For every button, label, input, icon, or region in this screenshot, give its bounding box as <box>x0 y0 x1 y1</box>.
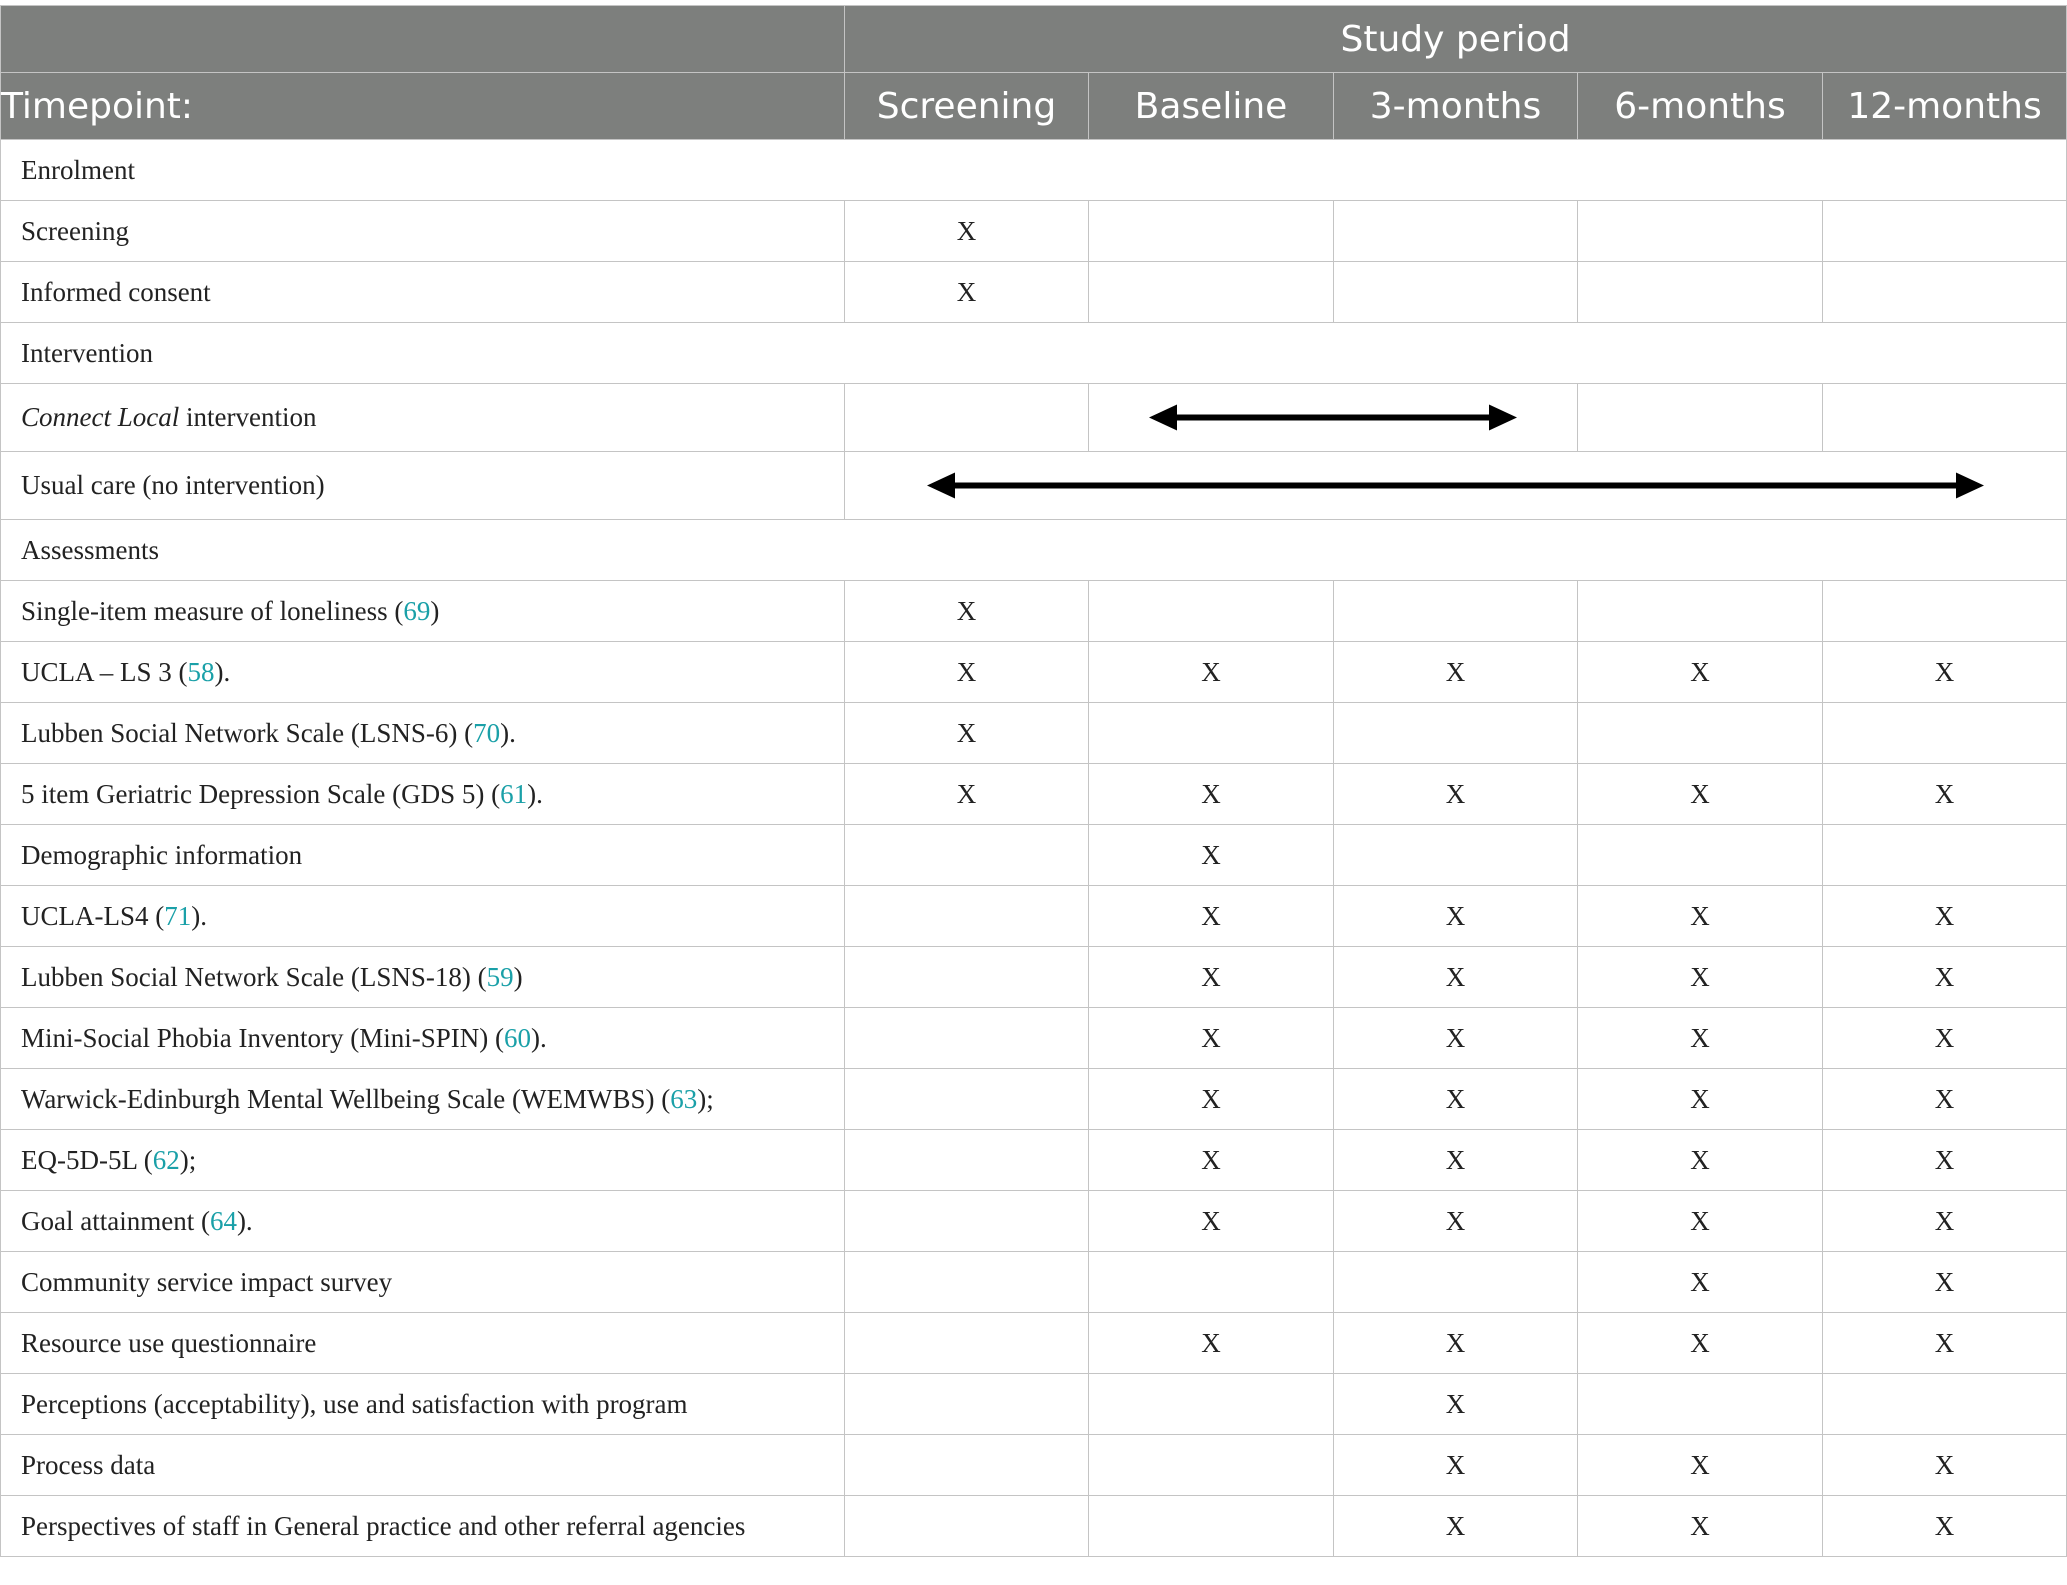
row-label-text: Single-item measure of loneliness ( <box>21 595 404 626</box>
row-label-text: Community service impact survey <box>21 1266 393 1297</box>
reference-link[interactable]: 62 <box>152 1144 180 1175</box>
mark-cell-baseline <box>1089 703 1334 764</box>
check-mark: X <box>1445 1022 1466 1053</box>
check-mark: X <box>1445 1388 1466 1419</box>
mark-cell-6-months <box>1578 201 1823 262</box>
mark-cell-12-months <box>1823 384 2067 452</box>
mark-cell-6-months <box>1578 1252 1823 1313</box>
header-row-timepoints <box>1 73 2067 140</box>
mark-cell-screening <box>845 703 1089 764</box>
row-label <box>1 1069 845 1130</box>
timepoint-header-12-months: 12-months <box>1823 73 2067 140</box>
table-row <box>1 947 2067 1008</box>
mark-cell-baseline <box>1089 1069 1334 1130</box>
row-label-suffix: ); <box>179 1144 197 1175</box>
check-mark: X <box>1690 1327 1710 1358</box>
table-row <box>1 1130 2067 1191</box>
check-mark: X <box>1445 1144 1466 1175</box>
mark-cell-3-months <box>1334 581 1578 642</box>
schedule-body <box>1 140 2067 1557</box>
mark-cell-12-months <box>1823 947 2067 1008</box>
mark-cell-screening <box>845 886 1089 947</box>
mark-cell-baseline <box>1089 1374 1334 1435</box>
mark-cell-baseline <box>1089 1191 1334 1252</box>
row-label-text: Usual care (no intervention) <box>21 470 325 500</box>
mark-cell-3-months <box>1334 947 1578 1008</box>
row-label-suffix: ). <box>214 656 231 687</box>
check-mark: X <box>1445 656 1466 687</box>
row-label-text: Perceptions (acceptability), use and satisfaction with program <box>21 1388 688 1419</box>
mark-cell-12-months <box>1823 201 2067 262</box>
mark-cell-6-months <box>1578 703 1823 764</box>
check-mark: X <box>1934 1266 1955 1297</box>
row-label <box>1 642 845 703</box>
check-mark: X <box>1445 900 1466 931</box>
reference-link[interactable]: 69 <box>403 595 431 626</box>
mark-cell-screening <box>845 581 1089 642</box>
timepoint-label: Timepoint: <box>1 73 845 140</box>
row-label-text: 5 item Geriatric Depression Scale (GDS 5) ( <box>21 778 501 809</box>
arrow-head-right <box>1489 405 1517 431</box>
check-mark: X <box>1201 1022 1221 1053</box>
row-label-suffix: ); <box>697 1083 714 1114</box>
row-label <box>1 201 845 262</box>
row-label <box>1 1008 845 1069</box>
mark-cell-6-months <box>1578 1435 1823 1496</box>
table-row <box>1 262 2067 323</box>
arrow-head-right <box>1956 473 1984 499</box>
mark-cell-screening <box>845 764 1089 825</box>
mark-cell-6-months <box>1578 825 1823 886</box>
check-mark: X <box>1201 1144 1221 1175</box>
section-label: Assessments <box>1 520 2067 581</box>
row-label-suffix: ). <box>236 1205 253 1236</box>
mark-cell-3-months <box>1334 1191 1578 1252</box>
check-mark: X <box>956 595 977 626</box>
row-label-italic: Connect Local <box>21 402 180 432</box>
mark-cell-12-months <box>1823 825 2067 886</box>
row-label-suffix: ). <box>191 900 207 931</box>
row-label <box>1 1435 845 1496</box>
mark-cell-screening <box>845 1435 1089 1496</box>
check-mark: X <box>1690 656 1710 687</box>
mark-cell-6-months <box>1578 642 1823 703</box>
row-label <box>1 947 845 1008</box>
mark-cell-3-months <box>1334 262 1578 323</box>
timepoint-header-screening: Screening <box>845 73 1089 140</box>
reference-link[interactable]: 71 <box>164 900 192 931</box>
check-mark: X <box>1690 1022 1710 1053</box>
check-mark: X <box>1934 1449 1955 1480</box>
check-mark: X <box>956 656 977 687</box>
reference-link[interactable]: 63 <box>670 1083 698 1114</box>
row-label-text: Informed consent <box>21 276 211 307</box>
mark-cell-screening <box>845 1008 1089 1069</box>
mark-cell-6-months <box>1578 1191 1823 1252</box>
check-mark: X <box>1445 1449 1466 1480</box>
mark-cell-6-months <box>1578 262 1823 323</box>
mark-cell-3-months <box>1334 764 1578 825</box>
mark-cell-3-months <box>1334 703 1578 764</box>
header-blank-cell <box>1 6 845 73</box>
row-label <box>1 825 845 886</box>
check-mark: X <box>1690 1266 1710 1297</box>
mark-cell-6-months <box>1578 581 1823 642</box>
section-row <box>1 520 2067 581</box>
row-label-text: EQ-5D-5L ( <box>21 1144 153 1175</box>
check-mark: X <box>1934 778 1955 809</box>
table-row <box>1 1374 2067 1435</box>
check-mark: X <box>1934 1144 1955 1175</box>
mark-cell-3-months <box>1334 642 1578 703</box>
mark-cell-baseline <box>1089 1313 1334 1374</box>
mark-cell-baseline <box>1089 581 1334 642</box>
row-label <box>1 703 845 764</box>
row-label-suffix: ) <box>430 595 440 626</box>
mark-cell-6-months <box>1578 1069 1823 1130</box>
mark-cell-12-months <box>1823 1374 2067 1435</box>
row-label-text: Demographic information <box>21 839 303 870</box>
check-mark: X <box>1445 1205 1466 1236</box>
section-row <box>1 323 2067 384</box>
reference-link[interactable]: 64 <box>209 1205 237 1236</box>
check-mark: X <box>1934 1327 1955 1358</box>
mark-cell-12-months <box>1823 764 2067 825</box>
arrow-head-left <box>1149 405 1177 431</box>
table-row <box>1 764 2067 825</box>
row-label-text: Lubben Social Network Scale (LSNS-18) ( <box>21 961 487 992</box>
check-mark: X <box>1201 656 1221 687</box>
mark-cell-12-months <box>1823 1069 2067 1130</box>
check-mark: X <box>1934 1022 1955 1053</box>
mark-cell-3-months <box>1334 1374 1578 1435</box>
mark-cell-12-months <box>1823 1191 2067 1252</box>
row-label-text: Goal attainment ( <box>21 1205 210 1236</box>
mark-cell-baseline <box>1089 1496 1334 1557</box>
row-label-text: Lubben Social Network Scale (LSNS-6) ( <box>21 717 474 748</box>
check-mark: X <box>1934 1205 1955 1236</box>
check-mark: X <box>1690 778 1710 809</box>
table-row <box>1 703 2067 764</box>
check-mark: X <box>956 778 977 809</box>
row-label-text: Screening <box>21 215 129 246</box>
check-mark: X <box>956 717 977 748</box>
check-mark: X <box>1201 1083 1221 1114</box>
mark-cell-baseline <box>1089 642 1334 703</box>
mark-cell-screening <box>845 1069 1089 1130</box>
mark-cell-3-months <box>1334 1252 1578 1313</box>
mark-cell-baseline <box>1089 201 1334 262</box>
table-row <box>1 1435 2067 1496</box>
mark-cell-baseline <box>1089 262 1334 323</box>
timepoint-header-6-months: 6-months <box>1578 73 1823 140</box>
mark-cell-baseline <box>1089 1130 1334 1191</box>
mark-cell-screening <box>845 1374 1089 1435</box>
mark-cell-baseline <box>1089 825 1334 886</box>
section-row <box>1 140 2067 201</box>
check-mark: X <box>1201 839 1221 870</box>
row-label <box>1 764 845 825</box>
check-mark: X <box>1690 1083 1710 1114</box>
mark-cell-6-months <box>1578 947 1823 1008</box>
mark-cell-baseline <box>1089 764 1334 825</box>
mark-cell-screening <box>845 384 1089 452</box>
mark-cell-3-months <box>1334 1069 1578 1130</box>
reference-link[interactable]: 61 <box>500 778 528 809</box>
reference-link[interactable]: 60 <box>503 1022 531 1053</box>
mark-cell-12-months <box>1823 1130 2067 1191</box>
mark-cell-screening <box>845 1313 1089 1374</box>
mark-cell-6-months <box>1578 886 1823 947</box>
row-label <box>1 1191 845 1252</box>
section-label: Enrolment <box>1 140 2067 201</box>
mark-cell-6-months <box>1578 1313 1823 1374</box>
reference-link[interactable]: 70 <box>473 717 501 748</box>
row-label <box>1 1374 845 1435</box>
mark-cell-baseline <box>1089 1008 1334 1069</box>
double-arrow-icon <box>845 452 2066 519</box>
mark-cell-12-months <box>1823 886 2067 947</box>
row-label <box>1 452 845 520</box>
reference-link[interactable]: 59 <box>486 961 514 992</box>
mark-cell-3-months <box>1334 886 1578 947</box>
mark-cell-screening <box>845 1191 1089 1252</box>
arrow-head-left <box>927 473 955 499</box>
timepoint-header-3-months: 3-months <box>1334 73 1578 140</box>
mark-cell-screening <box>845 1130 1089 1191</box>
intervention-span-cell <box>1089 384 1578 452</box>
mark-cell-3-months <box>1334 825 1578 886</box>
check-mark: X <box>1445 778 1466 809</box>
row-label-suffix: ). <box>500 717 516 748</box>
check-mark: X <box>1934 1510 1955 1541</box>
mark-cell-3-months <box>1334 1008 1578 1069</box>
mark-cell-6-months <box>1578 1130 1823 1191</box>
row-label <box>1 581 845 642</box>
row-label-text: Resource use questionnaire <box>21 1327 317 1358</box>
table-row <box>1 1191 2067 1252</box>
mark-cell-baseline <box>1089 1435 1334 1496</box>
table-row <box>1 1496 2067 1557</box>
check-mark: X <box>1201 961 1221 992</box>
row-label-text: intervention <box>179 402 317 432</box>
section-label: Intervention <box>1 323 2067 384</box>
check-mark: X <box>1445 1327 1466 1358</box>
mark-cell-3-months <box>1334 1496 1578 1557</box>
mark-cell-12-months <box>1823 642 2067 703</box>
header-row-study-period <box>1 6 2067 73</box>
row-label <box>1 1496 845 1557</box>
row-label <box>1 1313 845 1374</box>
mark-cell-baseline <box>1089 1252 1334 1313</box>
check-mark: X <box>956 276 977 307</box>
table-row <box>1 886 2067 947</box>
table-row <box>1 201 2067 262</box>
check-mark: X <box>1690 900 1710 931</box>
row-label-text: Perspectives of staff in General practice and other referral agencies <box>21 1510 746 1541</box>
mark-cell-screening <box>845 201 1089 262</box>
mark-cell-12-months <box>1823 1252 2067 1313</box>
mark-cell-screening <box>845 947 1089 1008</box>
mark-cell-screening <box>845 1496 1089 1557</box>
reference-link[interactable]: 58 <box>187 656 215 687</box>
check-mark: X <box>1201 1327 1221 1358</box>
mark-cell-6-months <box>1578 1374 1823 1435</box>
mark-cell-6-months <box>1578 1496 1823 1557</box>
table-row <box>1 581 2067 642</box>
mark-cell-12-months <box>1823 1496 2067 1557</box>
check-mark: X <box>1445 1510 1466 1541</box>
check-mark: X <box>1690 1449 1710 1480</box>
mark-cell-6-months <box>1578 1008 1823 1069</box>
mark-cell-3-months <box>1334 1435 1578 1496</box>
row-label-suffix: ) <box>513 961 523 992</box>
usual-care-span-cell <box>845 452 2067 520</box>
check-mark: X <box>956 215 977 246</box>
mark-cell-3-months <box>1334 201 1578 262</box>
table-row <box>1 1252 2067 1313</box>
mark-cell-screening <box>845 825 1089 886</box>
row-label <box>1 384 845 452</box>
mark-cell-screening <box>845 642 1089 703</box>
check-mark: X <box>1934 656 1955 687</box>
check-mark: X <box>1201 778 1221 809</box>
row-label <box>1 262 845 323</box>
check-mark: X <box>1445 961 1466 992</box>
check-mark: X <box>1690 1510 1710 1541</box>
schedule-table <box>0 5 2067 1557</box>
check-mark: X <box>1934 1083 1955 1114</box>
check-mark: X <box>1690 961 1710 992</box>
row-label-text: Process data <box>21 1449 156 1480</box>
row-label-suffix: ). <box>527 778 543 809</box>
check-mark: X <box>1934 900 1955 931</box>
row-label <box>1 1252 845 1313</box>
table-row <box>1 825 2067 886</box>
mark-cell-12-months <box>1823 262 2067 323</box>
table-row <box>1 452 2067 520</box>
row-label-text: UCLA-LS4 ( <box>21 900 165 931</box>
mark-cell-screening <box>845 262 1089 323</box>
mark-cell-6-months <box>1578 384 1823 452</box>
mark-cell-12-months <box>1823 1435 2067 1496</box>
timepoint-header-baseline: Baseline <box>1089 73 1334 140</box>
check-mark: X <box>1934 961 1955 992</box>
mark-cell-12-months <box>1823 1008 2067 1069</box>
check-mark: X <box>1690 1205 1710 1236</box>
row-label-text: Mini-Social Phobia Inventory (Mini-SPIN) ( <box>21 1022 504 1053</box>
row-label <box>1 1130 845 1191</box>
table-row <box>1 1008 2067 1069</box>
mark-cell-12-months <box>1823 581 2067 642</box>
table-row <box>1 384 2067 452</box>
row-label-suffix: ). <box>530 1022 547 1053</box>
check-mark: X <box>1445 1083 1466 1114</box>
mark-cell-3-months <box>1334 1313 1578 1374</box>
mark-cell-baseline <box>1089 947 1334 1008</box>
mark-cell-12-months <box>1823 1313 2067 1374</box>
table-row <box>1 1313 2067 1374</box>
row-label-text: Warwick-Edinburgh Mental Wellbeing Scale (WEMWBS) ( <box>21 1083 671 1114</box>
mark-cell-screening <box>845 1252 1089 1313</box>
study-period-header: Study period <box>845 6 2067 73</box>
double-arrow-icon <box>1089 384 1577 451</box>
mark-cell-baseline <box>1089 886 1334 947</box>
mark-cell-6-months <box>1578 764 1823 825</box>
mark-cell-3-months <box>1334 1130 1578 1191</box>
check-mark: X <box>1201 1205 1221 1236</box>
table-row <box>1 1069 2067 1130</box>
table-row <box>1 642 2067 703</box>
check-mark: X <box>1201 900 1221 931</box>
check-mark: X <box>1690 1144 1710 1175</box>
row-label-text: UCLA – LS 3 ( <box>21 656 188 687</box>
mark-cell-12-months <box>1823 703 2067 764</box>
row-label <box>1 886 845 947</box>
